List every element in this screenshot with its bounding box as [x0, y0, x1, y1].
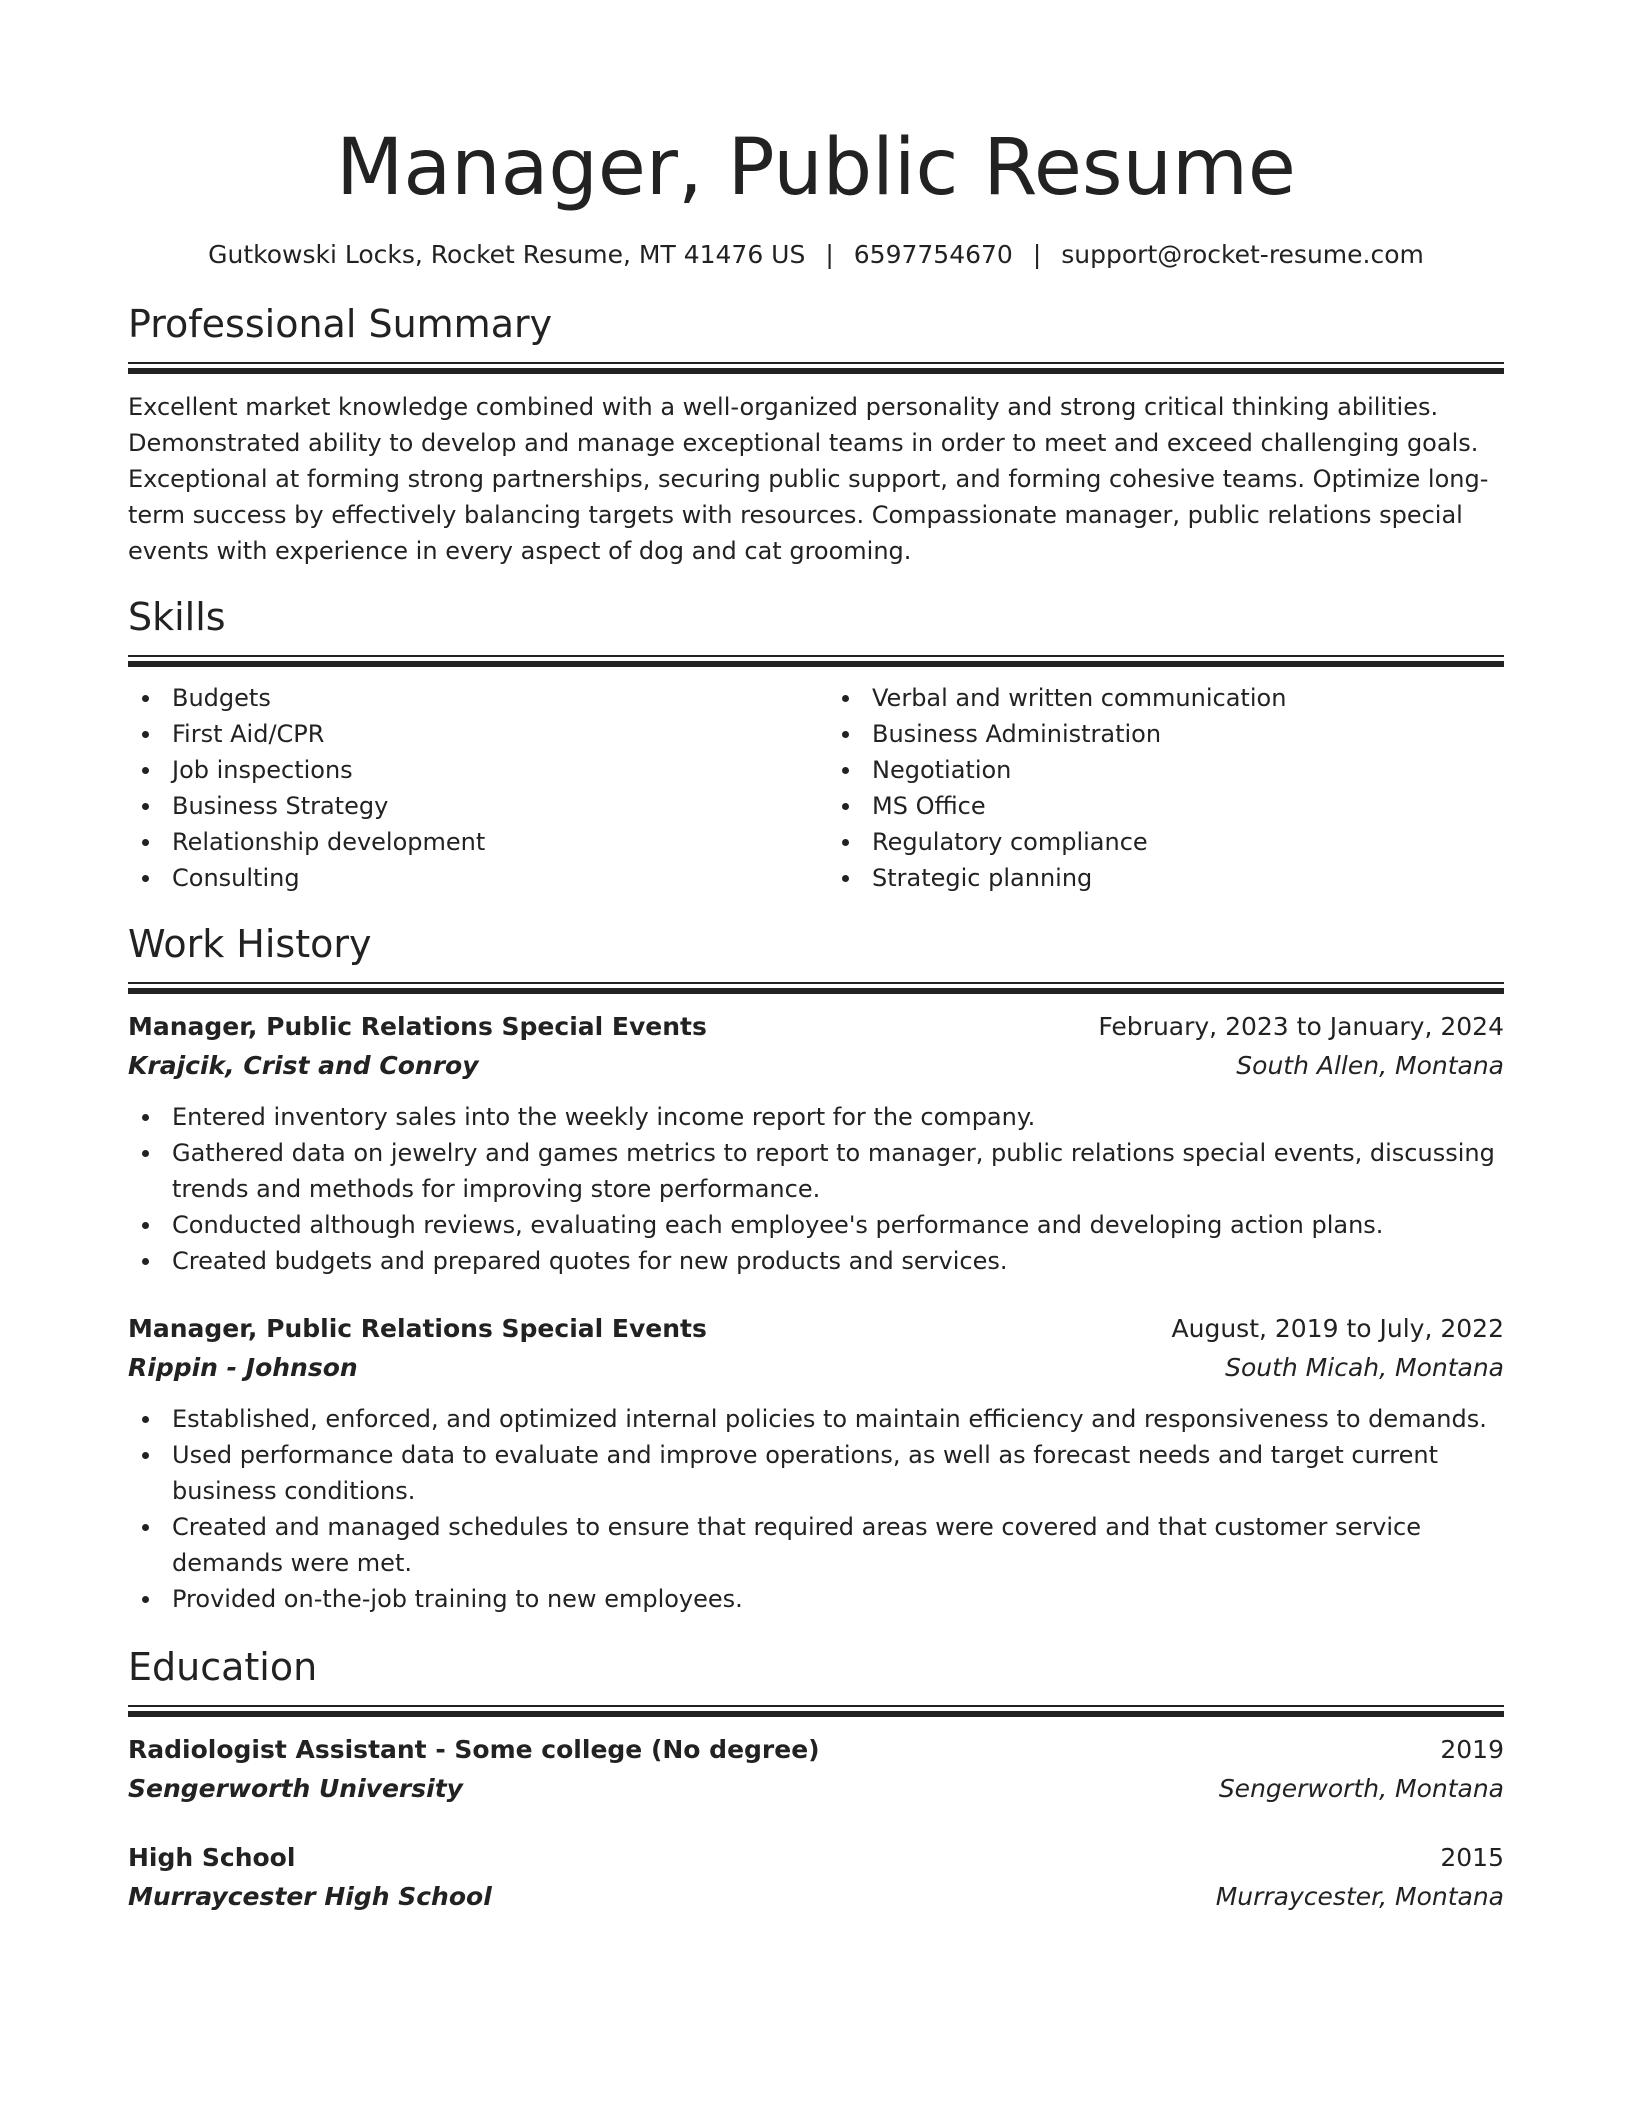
section-divider: [128, 362, 1504, 373]
skill-item: Budgets: [128, 680, 804, 716]
work-section: [128, 920, 1504, 1617]
education-heading: Education: [128, 1645, 318, 1689]
job-title: Manager, Public Relations Special Events: [128, 1314, 707, 1343]
contact-email: support@rocket-resume.com: [1061, 240, 1424, 269]
job-dates: August, 2019 to July, 2022: [1171, 1314, 1504, 1343]
job-bullet: Conducted although reviews, evaluating each employee's performance and developing action plans.: [128, 1207, 1504, 1243]
job-entry: [128, 1309, 1504, 1617]
skills-heading: Skills: [128, 595, 226, 639]
contact-address: Gutkowski Locks, Rocket Resume, MT 41476 US: [208, 240, 806, 269]
education-entry: [128, 1730, 1504, 1808]
bullet-icon: [842, 695, 849, 702]
bullet-icon: [142, 803, 149, 810]
contact-phone: 6597754670: [853, 240, 1013, 269]
skill-item: Business Strategy: [128, 788, 804, 824]
education-degree: Radiologist Assistant - Some college (No degree): [128, 1735, 820, 1764]
job-bullet: Provided on-the-job training to new employees.: [128, 1581, 1504, 1617]
education-entry: [128, 1838, 1504, 1916]
job-location: South Allen, Montana: [1236, 1051, 1504, 1080]
bullet-icon: [142, 695, 149, 702]
education-section: [128, 1643, 1504, 1916]
skill-item: Relationship development: [128, 824, 804, 860]
bullet-icon: [142, 1416, 149, 1423]
section-divider: [128, 1705, 1504, 1716]
education-year: 2019: [1440, 1735, 1504, 1764]
education-location: Sengerworth, Montana: [1218, 1774, 1504, 1803]
bullet-icon: [142, 1150, 149, 1157]
bullet-icon: [842, 875, 849, 882]
resume-name: Manager, Public Resume: [336, 123, 1296, 213]
job-bullet: Used performance data to evaluate and improve operations, as well as forecast needs and target current business conditions.: [128, 1437, 1504, 1509]
job-dates: February, 2023 to January, 2024: [1098, 1012, 1504, 1041]
bullet-icon: [142, 1452, 149, 1459]
section-divider: [128, 982, 1504, 993]
skill-item: First Aid/CPR: [128, 716, 804, 752]
bullet-icon: [142, 875, 149, 882]
summary-text: Excellent market knowledge combined with a well-organized personality and strong critical thinking abilities. Demonstrated ability to develop and manage exceptional teams in order to meet and exceed challenging goals. Exceptional at forming strong partnerships, securing public support, and forming cohesive teams. Optimize long-term success by effectively balancing targets with resources. Compassionate manager, public relations special events with experience in every aspect of dog and cat grooming.: [128, 393, 1489, 565]
job-company: Krajcik, Crist and Conroy: [128, 1051, 479, 1080]
job-location: South Micah, Montana: [1225, 1353, 1504, 1382]
summary-heading: Professional Summary: [128, 302, 553, 346]
job-entry: [128, 1007, 1504, 1279]
bullet-icon: [142, 839, 149, 846]
bullet-icon: [842, 767, 849, 774]
skill-item: Negotiation: [828, 752, 1504, 788]
bullet-icon: [142, 767, 149, 774]
job-bullet: Created and managed schedules to ensure that required areas were covered and that customer service demands were met.: [128, 1509, 1504, 1581]
skill-item: Strategic planning: [828, 860, 1504, 896]
bullet-icon: [142, 1524, 149, 1531]
bullet-icon: [142, 1596, 149, 1603]
job-bullets: [128, 1099, 1504, 1279]
skill-item: Job inspections: [128, 752, 804, 788]
bullet-icon: [142, 1222, 149, 1229]
skills-columns: [128, 680, 1504, 896]
skill-item: Business Administration: [828, 716, 1504, 752]
education-location: Murraycester, Montana: [1215, 1882, 1504, 1911]
job-bullet: Created budgets and prepared quotes for new products and services.: [128, 1243, 1504, 1279]
education-school: Murraycester High School: [128, 1882, 492, 1911]
bullet-icon: [142, 1258, 149, 1265]
contact-separator: |: [825, 240, 834, 269]
skill-item: Consulting: [128, 860, 804, 896]
section-divider: [128, 655, 1504, 666]
work-heading: Work History: [128, 922, 372, 966]
education-degree: High School: [128, 1843, 296, 1872]
job-bullet: Gathered data on jewelry and games metrics to report to manager, public relations special events, discussing trends and methods for improving store performance.: [128, 1135, 1504, 1207]
job-bullet: Established, enforced, and optimized internal policies to maintain efficiency and responsiveness to demands.: [128, 1401, 1504, 1437]
bullet-icon: [842, 803, 849, 810]
education-year: 2015: [1440, 1843, 1504, 1872]
bullet-icon: [842, 839, 849, 846]
contact-separator: |: [1032, 240, 1042, 269]
job-bullets: [128, 1401, 1504, 1617]
job-title: Manager, Public Relations Special Events: [128, 1012, 707, 1041]
skills-column-right: [804, 680, 1504, 896]
skills-section: [128, 593, 1504, 896]
contact-line: [128, 238, 1504, 272]
skill-item: Verbal and written communication: [828, 680, 1504, 716]
job-bullet: Entered inventory sales into the weekly income report for the company.: [128, 1099, 1504, 1135]
job-company: Rippin - Johnson: [128, 1353, 358, 1382]
skill-item: MS Office: [828, 788, 1504, 824]
summary-section: [128, 300, 1504, 569]
bullet-icon: [842, 731, 849, 738]
skills-column-left: [128, 680, 804, 896]
bullet-icon: [142, 731, 149, 738]
bullet-icon: [142, 1114, 149, 1121]
education-school: Sengerworth University: [128, 1774, 463, 1803]
skill-item: Regulatory compliance: [828, 824, 1504, 860]
